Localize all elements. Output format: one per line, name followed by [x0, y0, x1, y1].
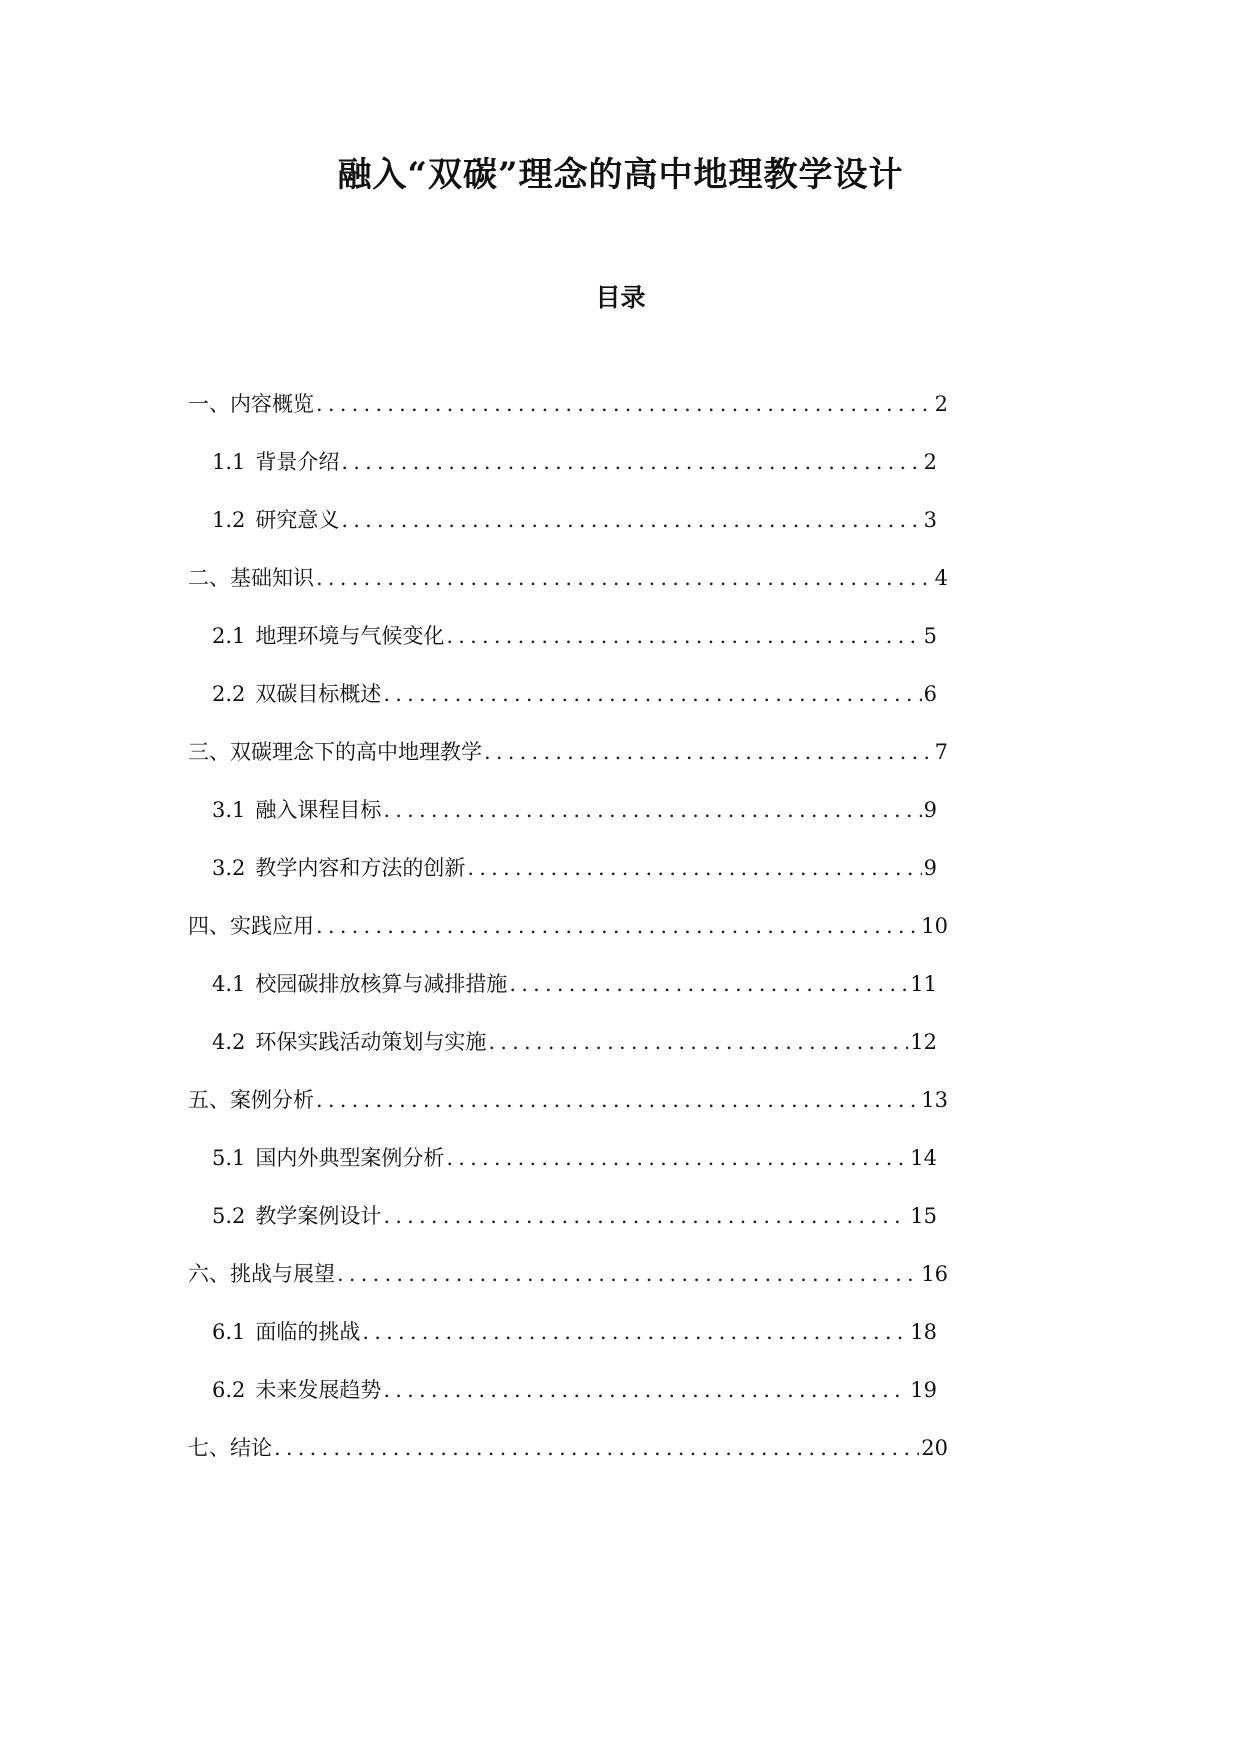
toc-leader-dots	[484, 732, 933, 772]
toc-leader-dots	[383, 1196, 908, 1236]
toc-entry[interactable]	[212, 616, 937, 656]
toc-entry-number: 五、	[188, 1088, 230, 1112]
toc-entry-label: 实践应用	[230, 914, 314, 938]
toc-leader-dots	[316, 1080, 919, 1120]
toc-leader-dots	[337, 1254, 919, 1294]
toc-entry-label: 案例分析	[230, 1088, 314, 1112]
toc-entry[interactable]	[212, 442, 937, 482]
toc-entry[interactable]	[212, 1138, 937, 1178]
toc-entry-page: 4	[934, 566, 948, 590]
toc-entry-label: 环保实践活动策划与实施	[255, 1030, 487, 1054]
toc-entry-number: 2.2	[212, 682, 246, 706]
toc-entry-label: 研究意义	[255, 508, 340, 532]
toc-entry[interactable]	[212, 964, 937, 1004]
toc-entry[interactable]	[212, 1312, 937, 1352]
toc-entry-text	[212, 674, 381, 714]
toc-entry-text	[212, 790, 381, 830]
toc-entry-text	[212, 1196, 381, 1236]
toc-entry-page: 2	[934, 392, 948, 416]
toc-entry[interactable]	[188, 558, 948, 598]
toc-entry-label: 未来发展趋势	[255, 1378, 382, 1402]
toc-entry-text	[212, 500, 339, 540]
toc-entry-label: 地理环境与气候变化	[255, 624, 445, 648]
toc-entry-page: 14	[910, 1146, 937, 1170]
toc-entry-number: 4.1	[212, 972, 246, 996]
toc-entry-label: 双碳理念下的高中地理教学	[230, 740, 482, 764]
toc-leader-dots	[383, 674, 921, 714]
toc-leader-dots	[362, 1312, 908, 1352]
toc-leader-dots	[316, 906, 919, 946]
toc-entry[interactable]	[188, 1254, 948, 1294]
toc-entry-page: 15	[910, 1204, 937, 1228]
toc-entry-page: 5	[923, 624, 937, 648]
toc-entry[interactable]	[188, 1428, 948, 1468]
toc-entry-text	[188, 558, 314, 598]
toc-entry-number: 一、	[188, 392, 230, 416]
toc-entry-page: 13	[921, 1088, 948, 1112]
toc-leader-dots	[383, 790, 921, 830]
toc-entry-page: 6	[923, 682, 937, 706]
toc-leader-dots	[488, 1022, 908, 1062]
toc-entry-page: 19	[910, 1378, 937, 1402]
toc-leader-dots	[341, 500, 921, 540]
toc-entry-text	[212, 848, 465, 888]
toc-entry-text	[212, 964, 507, 1004]
toc-entry-page: 10	[921, 914, 948, 938]
toc-entry-label: 基础知识	[230, 566, 314, 590]
toc-leader-dots	[383, 1370, 908, 1410]
toc-entry[interactable]	[188, 1080, 948, 1120]
toc-entry-page: 12	[910, 1030, 937, 1054]
toc-entry-label: 挑战与展望	[230, 1262, 335, 1286]
toc-entry[interactable]	[212, 1022, 937, 1062]
toc-leader-dots	[316, 558, 933, 598]
toc-entry-label: 教学内容和方法的创新	[255, 856, 466, 880]
toc-entry-label: 面临的挑战	[255, 1320, 361, 1344]
toc-leader-dots	[274, 1428, 919, 1468]
toc-entry[interactable]	[212, 790, 937, 830]
toc-entry-number: 1.1	[212, 450, 246, 474]
toc-entry[interactable]	[188, 384, 948, 424]
toc-entry-label: 融入课程目标	[255, 798, 382, 822]
toc-heading: 目录	[595, 283, 646, 312]
toc-leader-dots	[509, 964, 908, 1004]
toc-entry-text	[188, 384, 314, 424]
toc-leader-dots	[316, 384, 933, 424]
toc-entry[interactable]	[212, 848, 937, 888]
toc-entry[interactable]	[212, 1196, 937, 1236]
toc-entry-label: 背景介绍	[255, 450, 340, 474]
toc-entry-text	[212, 1138, 444, 1178]
toc-entry-page: 7	[934, 740, 948, 764]
toc-entry-text	[188, 1428, 272, 1468]
toc-entry[interactable]	[188, 732, 948, 772]
toc-entry-number: 5.1	[212, 1146, 246, 1170]
toc-entry[interactable]	[188, 906, 948, 946]
toc-entry-number: 三、	[188, 740, 230, 764]
toc-entry-page: 11	[910, 972, 937, 996]
toc-entry-number: 6.2	[212, 1378, 246, 1402]
toc-entry-page: 18	[910, 1320, 937, 1344]
document-title: 融入“双碳”理念的高中地理教学设计	[337, 155, 904, 195]
toc-entry-page: 9	[923, 798, 937, 822]
toc-entry-label: 国内外典型案例分析	[255, 1146, 445, 1170]
toc-entry-number: 5.2	[212, 1204, 246, 1228]
toc-entry-number: 3.1	[212, 798, 246, 822]
toc-leader-dots	[467, 848, 921, 888]
toc-entry-text	[212, 1370, 381, 1410]
toc-entry-number: 4.2	[212, 1030, 246, 1054]
toc-entry-page: 9	[923, 856, 937, 880]
toc-entry-text	[188, 732, 482, 772]
toc-entry-number: 2.1	[212, 624, 246, 648]
toc-entry-page: 20	[921, 1436, 948, 1460]
toc-entry-text	[212, 442, 339, 482]
toc-leader-dots	[446, 616, 921, 656]
toc-entry-page: 16	[921, 1262, 948, 1286]
toc-entry-text	[188, 906, 314, 946]
toc-leader-dots	[341, 442, 921, 482]
toc-entry-page: 3	[923, 508, 937, 532]
toc-entry-number: 四、	[188, 914, 230, 938]
toc-entry-text	[188, 1080, 314, 1120]
toc-entry-label: 双碳目标概述	[255, 682, 382, 706]
toc-entry-label: 内容概览	[230, 392, 314, 416]
toc-entry-number: 6.1	[212, 1320, 246, 1344]
toc-entry[interactable]	[212, 500, 937, 540]
toc-entry-number: 3.2	[212, 856, 246, 880]
toc-entry-text	[212, 1022, 486, 1062]
toc-entry-page: 2	[923, 450, 937, 474]
toc-entry[interactable]	[212, 1370, 937, 1410]
toc-entry-number: 七、	[188, 1436, 230, 1460]
toc-entry-label: 校园碳排放核算与减排措施	[255, 972, 508, 996]
toc-leader-dots	[446, 1138, 908, 1178]
toc-entry-number: 六、	[188, 1262, 230, 1286]
toc-entry-number: 二、	[188, 566, 230, 590]
toc-entry-text	[212, 616, 444, 656]
toc-entry-label: 教学案例设计	[255, 1204, 382, 1228]
toc-entry[interactable]	[212, 674, 937, 714]
toc-entry-number: 1.2	[212, 508, 246, 532]
toc-entry-text	[212, 1312, 360, 1352]
toc-entry-label: 结论	[230, 1436, 272, 1460]
toc-entry-text	[188, 1254, 335, 1294]
